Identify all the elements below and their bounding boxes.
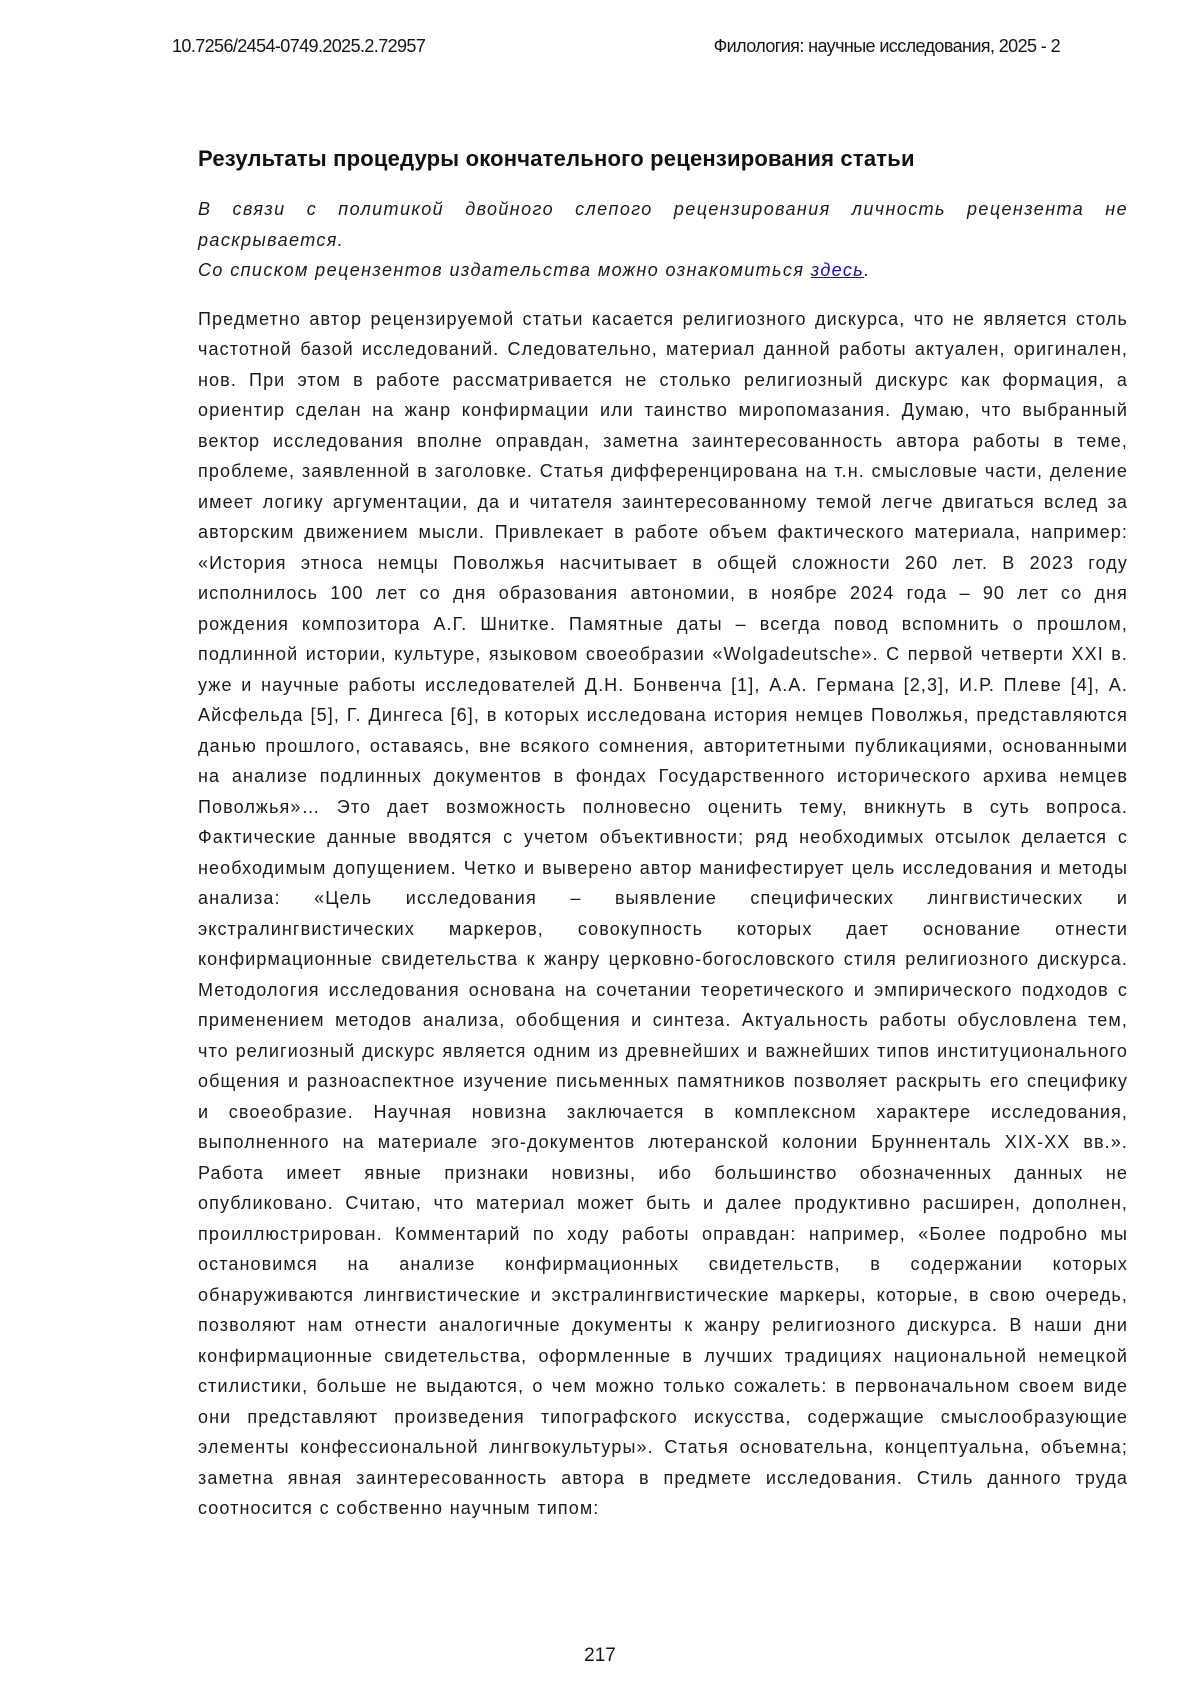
page-number: 217 <box>584 1645 616 1666</box>
doi-label: 10.7256/2454-0749.2025.2.72957 <box>172 36 426 56</box>
running-header <box>172 36 1060 62</box>
reviewers-note-end: . <box>864 260 871 280</box>
review-section <box>198 146 1128 1524</box>
reviewers-note-text: Со списком рецензентов издательства можно ознакомиться <box>198 260 811 280</box>
reviewers-list-link[interactable]: здесь <box>810 260 865 280</box>
review-body: Предметно автор рецензируемой статьи касается религиозного дискурса, что не является столь частотной базой исследований. Следовательно, материал данной работы актуален, оригинален, нов. При этом в работе рассматривается не столько религиозный дискурс как формация, а ориентир сделан на жанр конфирмации или таинство миропомазания. Думаю, что выбранный вектор исследования вполне оправдан, заметна заинтересованность автора работы в теме, проблеме, заявленной в заголовке. Статья дифференцирована на т.н. смысловые части, деление имеет логику аргументации, да и читателя заинтересованному темой легче двигаться вслед за авторским движением мысли. Привлекает в работе объем фактического материала, например: «История этноса немцы Поволжья насчитывает в общей сложности 260 лет. В 2023 году исполнилось 100 лет со дня образования автономии, в ноябре 2024 года – 90 лет со дня рождения композитора А.Г. Шнитке. Памятные даты – всегда повод вспомнить о прошлом, подлинной истории, культуре, языковом своеобразии «Wolgadeutsche». С первой четверти XXI в. уже и научные работы исследователей Д.Н. Бонвенча [1], А.А. Германа [2,3], И.Р. Плеве [4], А. Айсфельда [5], Г. Дингеса [6], в которых исследована история немцев Поволжья, представляются данью прошлого, оставаясь, вне всякого сомнения, авторитетными публикациями, основанными на анализе подлинных документов в фондах Государственного исторического архива немцев Поволжья»… Это дает возможность полновесно оценить тему, вникнуть в суть вопроса. Фактические данные вводятся с учетом объективности; ряд необходимых отсылок делается с необходимым допущением. Четко и выверено автор манифестирует цель исследования и методы анализа: «Цель исследования – выявление специфических лингвистических и экстралингвистических маркеров, совокупность которых дает основание отнести конфирмационные свидетельства к жанру церковно-богословского стиля религиозного дискурса. Методология исследования основана на сочетании теоретического и эмпирического подходов с применением методов анализа, обобщения и синтеза. Актуальность работы обусловлена тем, что религиозный дискурс является одним из древнейших и важнейших типов институционального общения и разноаспектное изучение письменных памятников позволяет раскрыть его специфику и своеобразие. Научная новизна заключается в комплексном характере исследования, выполненного на материале эго-документов лютеранской колонии Брунненталь XIX-XX вв.». Работа имеет явные признаки новизны, ибо большинство обозначенных данных не опубликовано. Считаю, что материал может быть и далее продуктивно расширен, дополнен, проиллюстрирован. Комментарий по ходу работы оправдан: например, «Более подробно мы остановимся на анализе конфирмационных свидетельств, в содержании которых обнаруживаются лингвистические и экстралингвистические маркеры, которые, в свою очередь, позволяют нам отнести аналогичные документы к жанру религиозного дискурса. В наши дни конфирмационные свидетельства, оформленные в лучших традициях национальной немецкой стилистики, больше не выдаются, о чем можно только сожалеть: в первоначальном своем виде они представляют произведения типографского искусства, содержащие смыслообразующие элементы конфессиональной лингвокультуры». Статья основательна, концептуальна, объемна; заметна явная заинтересованность автора в предмете исследования. Стиль данного труда соотносится с собственно научным типом: <box>198 308 1128 1518</box>
section-title: Результаты процедуры окончательного рецензирования статьи <box>198 146 915 171</box>
reviewers-note <box>198 255 1128 286</box>
journal-issue-label: Филология: научные исследования, 2025 - 2 <box>713 36 1060 56</box>
anonymity-note: В связи с политикой двойного слепого рецензирования личность рецензента не раскрывается. <box>198 199 1128 250</box>
